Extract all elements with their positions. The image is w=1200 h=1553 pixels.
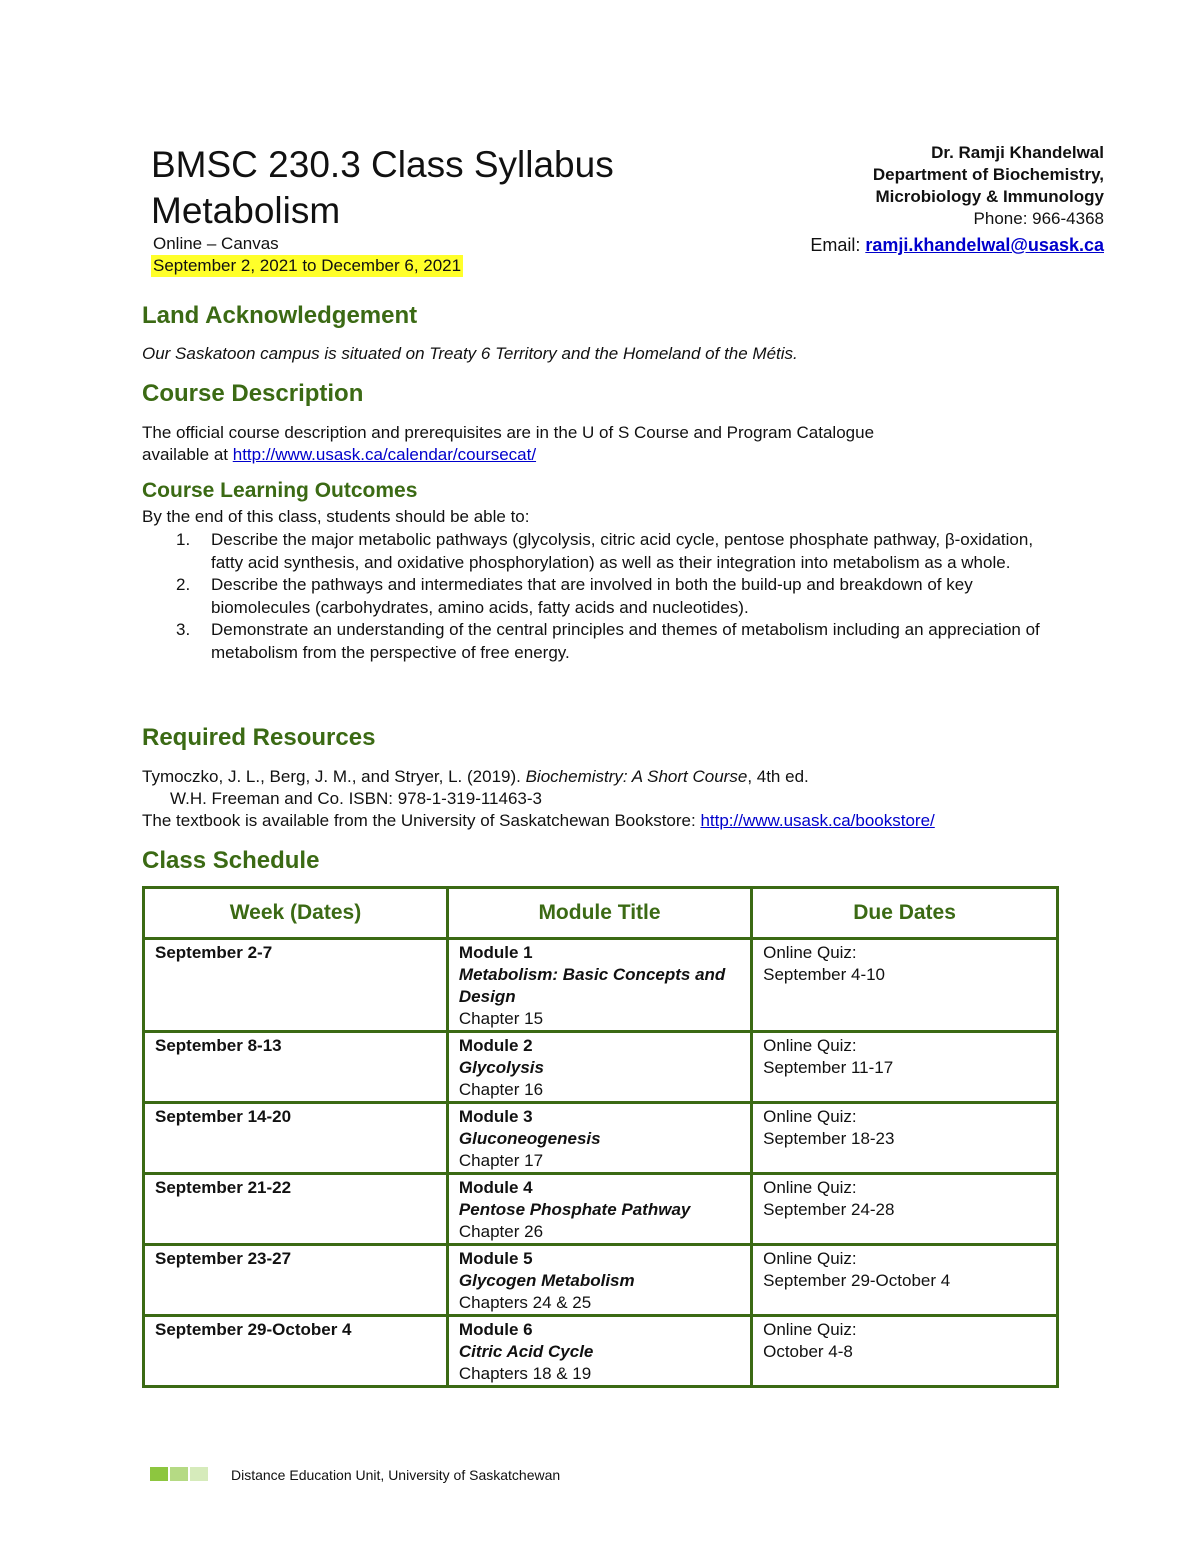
table-row bbox=[144, 1174, 1058, 1245]
module-title: Citric Acid Cycle bbox=[458, 1342, 594, 1361]
module-chapter: Chapters 18 & 19 bbox=[458, 1364, 592, 1383]
week-cell: September 8-13 bbox=[144, 1032, 448, 1103]
footer-square-3 bbox=[190, 1467, 208, 1481]
citation-title: Biochemistry: A Short Course bbox=[525, 767, 748, 786]
page-title bbox=[151, 142, 614, 234]
module-chapter: Chapter 17 bbox=[458, 1151, 544, 1170]
module-number: Module 4 bbox=[458, 1178, 533, 1197]
module-cell bbox=[447, 1103, 751, 1174]
due-label: Online Quiz: bbox=[763, 1320, 857, 1339]
course-description-line-2 bbox=[142, 444, 1082, 466]
outcome-text: Describe the pathways and intermediates that are involved in both the build-up and breakdown of key biomolecules (carbohydrates, amino acids, fatty acids and nucleotides). bbox=[211, 575, 973, 617]
module-title: Glycogen Metabolism bbox=[458, 1271, 635, 1290]
outcome-number: 1. bbox=[176, 530, 191, 549]
bookstore-label: The textbook is available from the University of Saskatchewan Bookstore: bbox=[142, 811, 701, 830]
email-label: Email: bbox=[810, 235, 866, 255]
outcome-item bbox=[142, 619, 1062, 664]
instructor-name: Dr. Ramji Khandelwal bbox=[931, 143, 1104, 162]
email-link[interactable]: ramji.khandelwal@usask.ca bbox=[865, 235, 1104, 255]
module-number: Module 5 bbox=[458, 1249, 533, 1268]
due-date: September 29-October 4 bbox=[763, 1271, 951, 1290]
department-line-1: Department of Biochemistry, bbox=[872, 165, 1104, 184]
module-chapter: Chapters 24 & 25 bbox=[458, 1293, 592, 1312]
due-cell bbox=[752, 1032, 1058, 1103]
due-cell bbox=[752, 1245, 1058, 1316]
due-date: September 24-28 bbox=[763, 1200, 895, 1219]
table-row bbox=[144, 1245, 1058, 1316]
outcome-number: 3. bbox=[176, 620, 191, 639]
table-row bbox=[144, 1103, 1058, 1174]
due-label: Online Quiz: bbox=[763, 1249, 857, 1268]
email-row bbox=[810, 234, 1104, 256]
title-line-1: BMSC 230.3 Class Syllabus bbox=[151, 144, 614, 185]
class-schedule-heading: Class Schedule bbox=[142, 847, 320, 874]
column-header-week: Week (Dates) bbox=[144, 888, 448, 939]
available-at-label: available at bbox=[142, 445, 233, 464]
column-header-due: Due Dates bbox=[752, 888, 1058, 939]
phone: Phone: 966-4368 bbox=[973, 209, 1104, 228]
column-header-module: Module Title bbox=[447, 888, 751, 939]
title-line-2: Metabolism bbox=[151, 190, 341, 231]
due-label: Online Quiz: bbox=[763, 943, 857, 962]
land-acknowledgement-text: Our Saskatoon campus is situated on Treaty 6 Territory and the Homeland of the Métis. bbox=[142, 344, 798, 363]
due-label: Online Quiz: bbox=[763, 1036, 857, 1055]
due-date: September 4-10 bbox=[763, 965, 886, 984]
module-cell bbox=[447, 939, 751, 1032]
module-cell bbox=[447, 1316, 751, 1387]
required-resources-heading: Required Resources bbox=[142, 724, 376, 751]
course-dates: September 2, 2021 to December 6, 2021 bbox=[153, 256, 462, 275]
module-cell bbox=[447, 1032, 751, 1103]
learning-outcomes-list bbox=[142, 529, 1062, 664]
module-cell bbox=[447, 1245, 751, 1316]
module-title: Glycolysis bbox=[458, 1058, 544, 1077]
outcome-number: 2. bbox=[176, 575, 191, 594]
module-number: Module 2 bbox=[458, 1036, 533, 1055]
due-date: September 11-17 bbox=[763, 1058, 894, 1077]
due-cell bbox=[752, 1174, 1058, 1245]
footer-logo bbox=[150, 1467, 210, 1481]
due-cell bbox=[752, 1103, 1058, 1174]
week-cell: September 14-20 bbox=[144, 1103, 448, 1174]
learning-outcomes-intro: By the end of this class, students should be able to: bbox=[142, 507, 530, 526]
footer-square-1 bbox=[150, 1467, 168, 1481]
module-number: Module 6 bbox=[458, 1320, 533, 1339]
bookstore-line bbox=[142, 810, 1082, 832]
table-row bbox=[144, 1316, 1058, 1387]
outcome-item bbox=[142, 574, 1062, 619]
land-acknowledgement-heading: Land Acknowledgement bbox=[142, 302, 418, 329]
citation-authors: Tymoczko, J. L., Berg, J. M., and Stryer, L. (2019). bbox=[142, 767, 526, 786]
week-cell: September 2-7 bbox=[144, 939, 448, 1032]
module-number: Module 3 bbox=[458, 1107, 533, 1126]
outcome-text: Demonstrate an understanding of the central principles and themes of metabolism including an appreciation of metabolism from the perspective of free energy. bbox=[211, 620, 1040, 662]
citation-edition: , 4th ed. bbox=[747, 767, 809, 786]
course-description-heading: Course Description bbox=[142, 380, 364, 407]
course-catalogue-link[interactable]: http://www.usask.ca/calendar/coursecat/ bbox=[232, 445, 537, 464]
table-row bbox=[144, 1032, 1058, 1103]
module-chapter: Chapter 16 bbox=[458, 1080, 544, 1099]
week-cell: September 21-22 bbox=[144, 1174, 448, 1245]
module-chapter: Chapter 26 bbox=[458, 1222, 544, 1241]
footer-square-2 bbox=[170, 1467, 188, 1481]
outcome-item bbox=[142, 529, 1062, 574]
week-cell: September 29-October 4 bbox=[144, 1316, 448, 1387]
class-schedule-table bbox=[142, 886, 1059, 1388]
due-date: October 4-8 bbox=[763, 1342, 853, 1361]
outcome-text: Describe the major metabolic pathways (glycolysis, citric acid cycle, pentose phosphate pathway, β-oxidation, fatty acid synthesis, and oxidative phosphorylation) as well as their integration into metabolism as a whole. bbox=[211, 530, 1034, 572]
table-row bbox=[144, 939, 1058, 1032]
instructor-contact bbox=[810, 142, 1104, 256]
module-number: Module 1 bbox=[458, 943, 533, 962]
due-cell bbox=[752, 939, 1058, 1032]
due-date: September 18-23 bbox=[763, 1129, 895, 1148]
bookstore-link[interactable]: http://www.usask.ca/bookstore/ bbox=[700, 811, 935, 830]
citation-line-2: W.H. Freeman and Co. ISBN: 978-1-319-11463-3 bbox=[170, 789, 542, 808]
delivery-mode: Online – Canvas bbox=[153, 234, 279, 253]
textbook-citation bbox=[142, 766, 1082, 832]
module-chapter: Chapter 15 bbox=[458, 1009, 544, 1028]
department-line-2: Microbiology & Immunology bbox=[875, 187, 1104, 206]
footer-text: Distance Education Unit, University of Saskatchewan bbox=[231, 1467, 561, 1483]
course-description-line-1: The official course description and prerequisites are in the U of S Course and Program Catalogue bbox=[142, 423, 875, 442]
table-header-row bbox=[144, 888, 1058, 939]
module-title: Gluconeogenesis bbox=[458, 1129, 601, 1148]
module-title: Metabolism: Basic Concepts and Design bbox=[458, 965, 726, 1006]
due-cell bbox=[752, 1316, 1058, 1387]
course-description-text bbox=[142, 422, 1082, 466]
learning-outcomes-heading: Course Learning Outcomes bbox=[142, 479, 418, 502]
week-cell: September 23-27 bbox=[144, 1245, 448, 1316]
citation-line-1 bbox=[142, 766, 1082, 788]
module-cell bbox=[447, 1174, 751, 1245]
due-label: Online Quiz: bbox=[763, 1178, 857, 1197]
module-title: Pentose Phosphate Pathway bbox=[458, 1200, 691, 1219]
due-label: Online Quiz: bbox=[763, 1107, 857, 1126]
